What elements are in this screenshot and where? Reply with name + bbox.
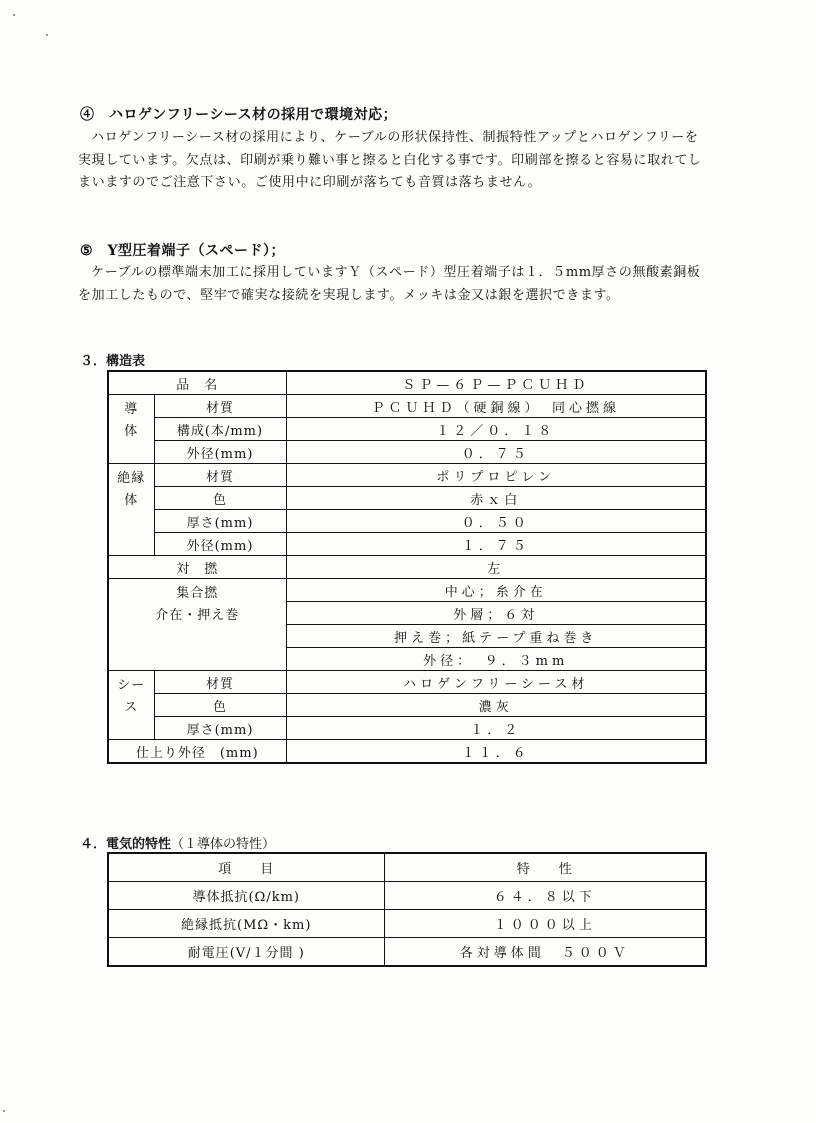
withstand-voltage-value: 各対導体間 ５００Ｖ [384, 938, 706, 967]
scan-speck [13, 14, 15, 16]
conductor-resistance-label: 導体抵抗(Ω/km) [108, 882, 384, 910]
table-row [108, 694, 706, 717]
scan-speck [46, 34, 48, 36]
insulation-thickness-label: 厚さ(mm) [154, 510, 286, 533]
finish-diameter-label: 仕上り外径 (mm) [108, 740, 286, 764]
assembly-label-line: 介在・押え巻 [155, 608, 240, 623]
table-row [108, 882, 706, 910]
table-row [108, 487, 706, 510]
finish-diameter-value: １１．６ [286, 740, 706, 764]
conductor-diameter-value: ０．７５ [286, 441, 706, 464]
conductor-material-value: ＰＣＵＨＤ（硬銅線） 同心撚線 [286, 395, 706, 418]
insulation-resistance-value: １０００以上 [384, 910, 706, 938]
insulation-material-value: ポリプロピレン [286, 464, 706, 487]
insulation-material-label: 材質 [154, 464, 286, 487]
insulation-group-line: 絶縁 [117, 471, 146, 486]
insulation-color-label: 色 [154, 487, 286, 510]
spade-terminal-heading: ⑤ Y型圧着端子（スペード）； [80, 243, 286, 259]
conductor-group-line: 導 [124, 402, 139, 417]
conductor-group-line: 体 [124, 424, 139, 439]
electrical-subtitle: （１導体の特性） [171, 837, 276, 852]
assembly-center-value: 中心；糸介在 [286, 579, 706, 602]
assembly-wrap-value: 押え巻；紙テープ重ね巻き [286, 625, 706, 648]
sheath-group-line: シー [117, 678, 146, 693]
table-row [108, 464, 706, 487]
table-row [108, 671, 706, 694]
sheath-group-label [108, 671, 154, 740]
halogen-free-heading: ④ ハロゲンフリーシース材の採用で環境対応； [80, 107, 398, 123]
table-row [108, 556, 706, 579]
table-header-row [108, 853, 706, 882]
table-row [108, 579, 706, 602]
conductor-resistance-value: ６４．８以下 [384, 882, 706, 910]
table-row [108, 418, 706, 441]
sheath-group-line: ス [124, 700, 139, 715]
scan-speck [3, 1110, 5, 1112]
table-row [108, 533, 706, 556]
halogen-free-paragraph: ハロゲンフリーシース材の採用により、ケーブルの形状保持性、制振特性アップとハロゲンフリーを実現しています。欠点は、印刷が乗り難い事と擦ると白化する事です。印刷部を擦ると容易に取れてしまいますのでご注意下さい。ご使用中に印刷が落ちても音質は落ちません。 [78, 130, 702, 190]
table-row [108, 740, 706, 764]
withstand-voltage-label: 耐電圧(V/１分間 ) [108, 938, 384, 967]
table-row [108, 371, 706, 395]
sheath-color-value: 濃灰 [286, 694, 706, 717]
sheath-material-value: ハロゲンフリーシース材 [286, 671, 706, 694]
assembly-diameter-value: 外径： ９．３mm [286, 648, 706, 671]
table-row [108, 510, 706, 533]
insulation-thickness-value: ０．５０ [286, 510, 706, 533]
table-row [108, 395, 706, 418]
assembly-label-line: 集合撚 [176, 586, 219, 601]
table-row [108, 910, 706, 938]
sheath-thickness-label: 厚さ(mm) [154, 717, 286, 740]
structure-table-title: ３．構造表 [80, 354, 146, 369]
column-header-property: 特 性 [384, 853, 706, 882]
column-header-item: 項 目 [108, 853, 384, 882]
sheath-color-label: 色 [154, 694, 286, 717]
table-row [108, 717, 706, 740]
table-row [108, 938, 706, 967]
sheath-material-label: 材質 [154, 671, 286, 694]
structure-table [107, 370, 707, 764]
insulation-group-label [108, 464, 154, 556]
product-name-value: ＳＰ—６Ｐ—ＰＣＵＨＤ [286, 371, 706, 395]
insulation-resistance-label: 絶縁抵抗(MΩ・km) [108, 910, 384, 938]
spade-terminal-paragraph: ケーブルの標準端末加工に採用していますＹ（スペード）型圧着端子は１．５mm厚さの無酸素銅板を加工したもので、堅牢で確実な接続を実現します。メッキは金又は銀を選択できます。 [78, 265, 701, 303]
product-name-label: 品 名 [108, 371, 286, 395]
conductor-diameter-label: 外径(mm) [154, 441, 286, 464]
insulation-diameter-value: １．７５ [286, 533, 706, 556]
conductor-composition-value: １２／０．１８ [286, 418, 706, 441]
insulation-diameter-label: 外径(mm) [154, 533, 286, 556]
sheath-thickness-value: １．２ [286, 717, 706, 740]
electrical-title: ４．電気的特性 [80, 837, 172, 852]
twist-value: 左 [286, 556, 706, 579]
insulation-group-line: 体 [124, 493, 139, 508]
assembly-label [108, 579, 286, 671]
table-row [108, 441, 706, 464]
assembly-outer-layer-value: 外層；６対 [286, 602, 706, 625]
conductor-composition-label: 構成(本/mm) [154, 418, 286, 441]
twist-label: 対 撚 [108, 556, 286, 579]
electrical-table [107, 852, 707, 967]
electrical-table-title [80, 833, 275, 852]
conductor-group-label [108, 395, 154, 464]
insulation-color-value: 赤ｘ白 [286, 487, 706, 510]
conductor-material-label: 材質 [154, 395, 286, 418]
